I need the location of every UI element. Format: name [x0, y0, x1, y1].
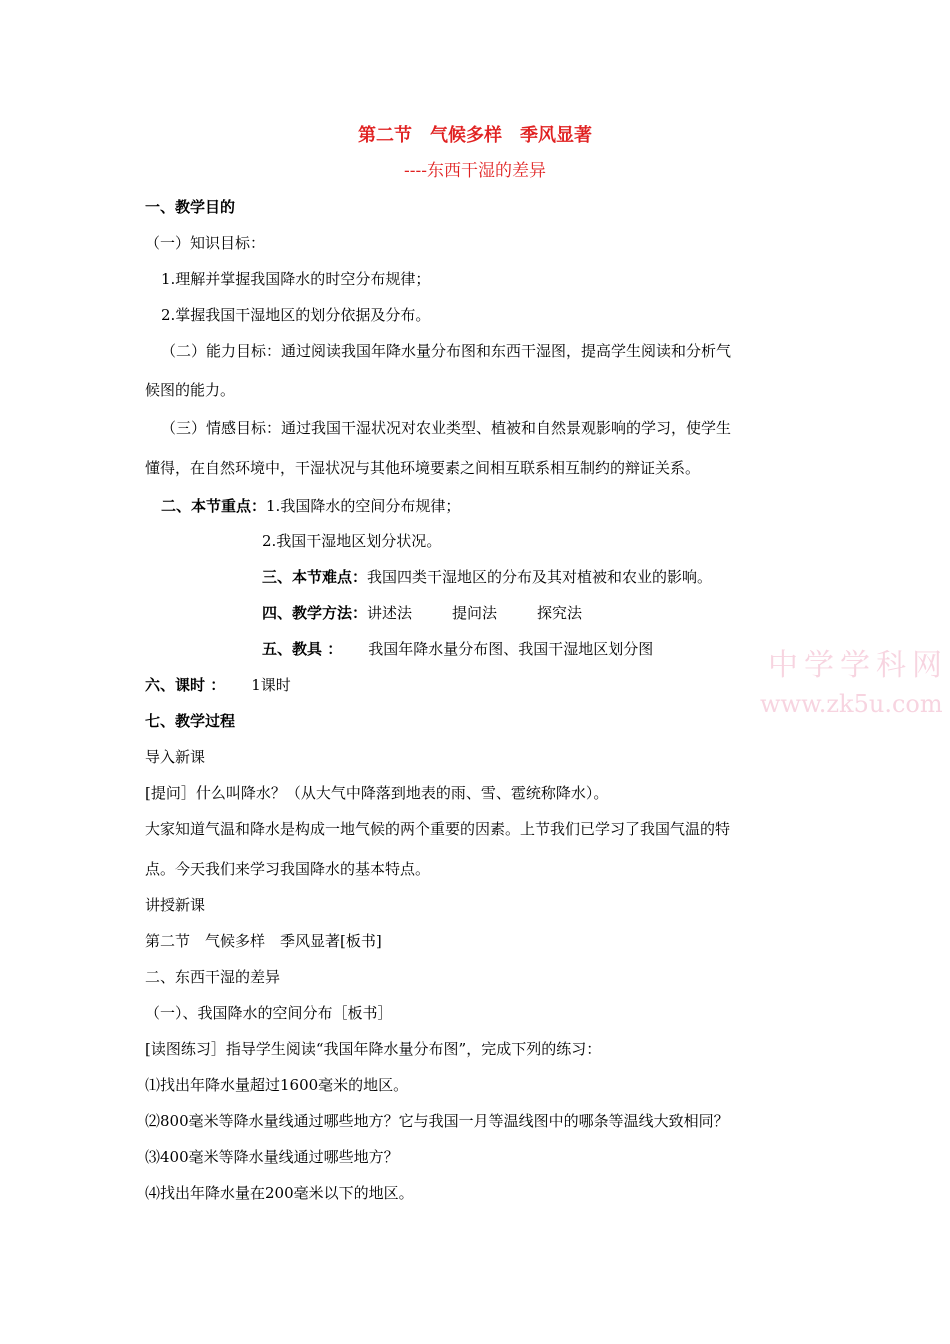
tools-row [262, 639, 653, 659]
key-points-label: 二、本节重点： [161, 497, 267, 515]
methods-label: 四、教学方法： [262, 604, 368, 622]
exercise-intro: [读图练习］指导学生阅读“我国年降水量分布图”，完成下列的练习： [145, 1040, 602, 1058]
knowledge-item: 1.理解并掌握我国降水的时空分布规律； [161, 270, 431, 288]
watermark-url: www.zk5u.com [760, 690, 943, 718]
board-line: （一）、我国降水的空间分布［板书］ [145, 1004, 393, 1022]
difficulty-label: 三、本节难点： [262, 568, 368, 586]
emotion-goal-line: （三）情感目标：通过我国干湿状况对农业类型、植被和自然景观影响的学习，使学生 [161, 419, 732, 437]
knowledge-item: 2.掌握我国干湿地区的划分依据及分布。 [161, 306, 431, 324]
intro-label: 导入新课 [145, 748, 206, 766]
emotion-goal-line: 懂得，在自然环境中，干湿状况与其他环境要素之间相互联系相互制约的辩证关系。 [145, 459, 701, 477]
method-item: 提问法 [452, 604, 498, 622]
exercise-item: ⑷找出年降水量在200毫米以下的地区。 [145, 1184, 414, 1202]
process-heading: 七、教学过程 [145, 712, 236, 730]
difficulty-text: 我国四类干湿地区的分布及其对植被和农业的影响。 [367, 568, 713, 586]
exercise-item: ⑵800毫米等降水量线通过哪些地方？它与我国一月等温线图中的哪条等温线大致相同？ [145, 1112, 729, 1130]
objectives-heading: 一、教学目的 [145, 198, 236, 216]
knowledge-label: （一）知识目标： [145, 234, 266, 252]
difficulty-row [262, 567, 712, 587]
page-subtitle: ----东西干湿的差异 [404, 161, 546, 181]
method-item: 探究法 [537, 604, 583, 622]
paragraph-line: 点。今天我们来学习我国降水的基本特点。 [145, 860, 431, 878]
exercise-item: ⑶400毫米等降水量线通过哪些地方？ [145, 1148, 399, 1166]
hours-text: 1课时 [251, 676, 291, 694]
key-points-row [161, 496, 460, 516]
method-item: 讲述法 [367, 604, 413, 622]
key-point-item: 2.我国干湿地区划分状况。 [262, 532, 442, 550]
exercise-item: ⑴找出年降水量超过1600毫米的地区。 [145, 1076, 409, 1094]
hours-label: 六、课时 ： [145, 676, 226, 694]
hours-row [145, 675, 291, 695]
tools-text: 我国年降水量分布图、我国干湿地区划分图 [368, 640, 654, 658]
tools-label: 五、教具 ： [262, 640, 343, 658]
ability-goal-line: （二）能力目标：通过阅读我国年降水量分布图和东西干湿图，提高学生阅读和分析气 [161, 342, 732, 360]
paragraph-line: 大家知道气温和降水是构成一地气候的两个重要的因素。上节我们已学习了我国气温的特 [145, 820, 731, 838]
key-point-item: 1.我国降水的空间分布规律； [266, 497, 461, 515]
board-line: 第二节 气候多样 季风显著[板书] [145, 932, 382, 950]
methods-row [262, 603, 582, 623]
teach-new-label: 讲授新课 [145, 896, 206, 914]
page-title: 第二节 气候多样 季风显著 [358, 125, 592, 146]
watermark-logo: 中学学科网 [768, 648, 948, 683]
question-line: [提问］什么叫降水？（从大气中降落到地表的雨、雪、雹统称降水）。 [145, 784, 609, 802]
ability-goal-line: 候图的能力。 [145, 381, 236, 399]
section-heading: 二、东西干湿的差异 [145, 968, 281, 986]
